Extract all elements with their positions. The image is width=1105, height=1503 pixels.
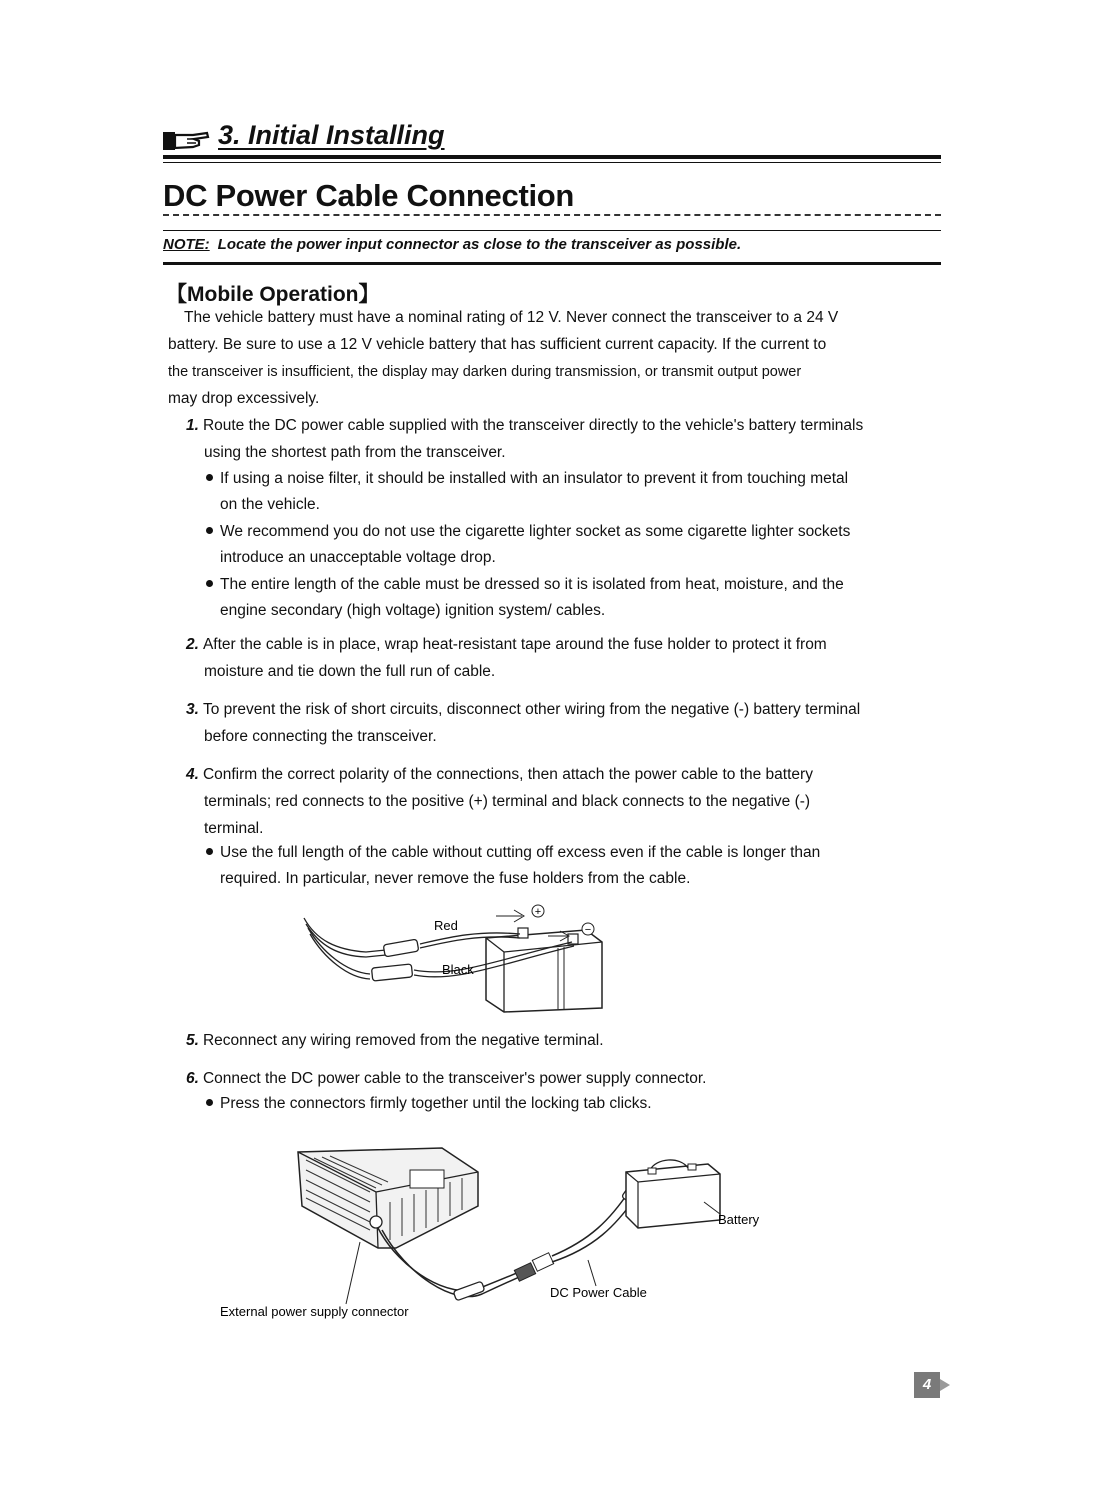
pointing-hand-icon (163, 128, 211, 152)
bullet-item (206, 840, 820, 866)
intro-line: The vehicle battery must have a nominal rating of 12 V. Never connect the transceiver to a 24 V (184, 309, 839, 326)
bullet-item (206, 572, 844, 598)
note-label: NOTE: (163, 236, 210, 253)
step-text: Reconnect any wiring removed from the negative terminal. (202, 1032, 604, 1049)
step-text: Confirm the correct polarity of the connections, then attach the power cable to the battery (202, 766, 813, 783)
step-6 (186, 1066, 706, 1092)
step-1 (186, 413, 863, 439)
bullet-icon (206, 1099, 213, 1106)
note-rule-bottom (163, 262, 941, 265)
bullet-text-cont: introduce an unacceptable voltage drop. (220, 549, 496, 566)
step-4 (186, 762, 813, 788)
battery-label: Battery (718, 1212, 760, 1227)
page-arrow-icon (940, 1379, 950, 1391)
intro-line: the transceiver is insufficient, the display may darken during transmission, or transmit output power (168, 364, 802, 380)
bullet-text: Use the full length of the cable without cutting off excess even if the cable is longer than (220, 844, 821, 861)
step-number: 5. (186, 1032, 199, 1049)
bullet-text: Press the connectors firmly together until the locking tab clicks. (220, 1095, 652, 1112)
header-rule-thin (163, 162, 941, 163)
step-number: 2. (186, 636, 199, 653)
bullet-text-cont: on the vehicle. (220, 496, 320, 513)
step-text-cont: terminals; red connects to the positive (+) terminal and black connects to the negative (-) (204, 793, 811, 810)
intro-line: battery. Be sure to use a 12 V vehicle battery that has sufficient current capacity. If the current to (168, 336, 827, 353)
step-number: 4. (186, 766, 199, 783)
step-text: Route the DC power cable supplied with the transceiver directly to the vehicle's battery terminals (202, 417, 864, 434)
step-text: Connect the DC power cable to the transceiver's power supply connector. (202, 1070, 707, 1087)
page-number-badge (914, 1372, 940, 1398)
section-title: 3. Initial Installing (218, 120, 445, 150)
black-label: Black (442, 962, 474, 977)
step-3 (186, 697, 860, 723)
step-text-cont: terminal. (204, 820, 264, 837)
bullet-text-cont: engine secondary (high voltage) ignition system/ cables. (220, 602, 606, 619)
step-text-cont: before connecting the transceiver. (204, 728, 437, 745)
step-text-cont: using the shortest path from the transceiver. (204, 444, 506, 461)
step-text-cont: moisture and tie down the full run of cable. (204, 663, 496, 680)
step-number: 1. (186, 417, 199, 434)
intro-line: may drop excessively. (168, 390, 320, 407)
note-rule-top (163, 230, 941, 231)
title-dashed-rule (163, 214, 941, 216)
step-text: To prevent the risk of short circuits, disconnect other wiring from the negative (-) battery terminal (202, 701, 861, 718)
step-2 (186, 632, 827, 658)
bullet-icon (206, 848, 213, 855)
bullet-text: The entire length of the cable must be dressed so it is isolated from heat, moisture, and the (220, 576, 844, 593)
step-5 (186, 1028, 604, 1054)
note-text: Locate the power input connector as close to the transceiver as possible. (217, 236, 742, 253)
subheading: 【Mobile Operation】 (166, 283, 380, 306)
bullet-item (206, 519, 850, 545)
external-connector-label: External power supply connector (220, 1304, 409, 1319)
bullet-text: If using a noise filter, it should be installed with an insulator to prevent it from touching metal (220, 470, 849, 487)
bullet-icon (206, 580, 213, 587)
page-number: 4 (922, 1376, 932, 1393)
step-text: After the cable is in place, wrap heat-resistant tape around the fuse holder to protect it from (202, 636, 827, 653)
note (163, 236, 741, 253)
bullet-icon (206, 527, 213, 534)
red-label: Red (434, 918, 458, 933)
step-number: 3. (186, 701, 199, 718)
bullet-text-cont: required. In particular, never remove the fuse holders from the cable. (220, 870, 691, 887)
dc-power-cable-label: DC Power Cable (550, 1285, 647, 1300)
bullet-item (206, 1091, 652, 1117)
bullet-icon (206, 474, 213, 481)
minus-sign: − (584, 924, 592, 936)
bullet-item (206, 466, 848, 492)
plus-sign: + (534, 906, 542, 918)
section-header (163, 118, 941, 160)
transceiver-battery-figure (210, 1140, 780, 1330)
header-rule-thick (163, 155, 941, 159)
page-title: DC Power Cable Connection (163, 178, 575, 213)
step-number: 6. (186, 1070, 199, 1087)
battery-connection-figure (296, 900, 616, 1020)
bullet-text: We recommend you do not use the cigarette lighter socket as some cigarette lighter sockets (220, 523, 851, 540)
